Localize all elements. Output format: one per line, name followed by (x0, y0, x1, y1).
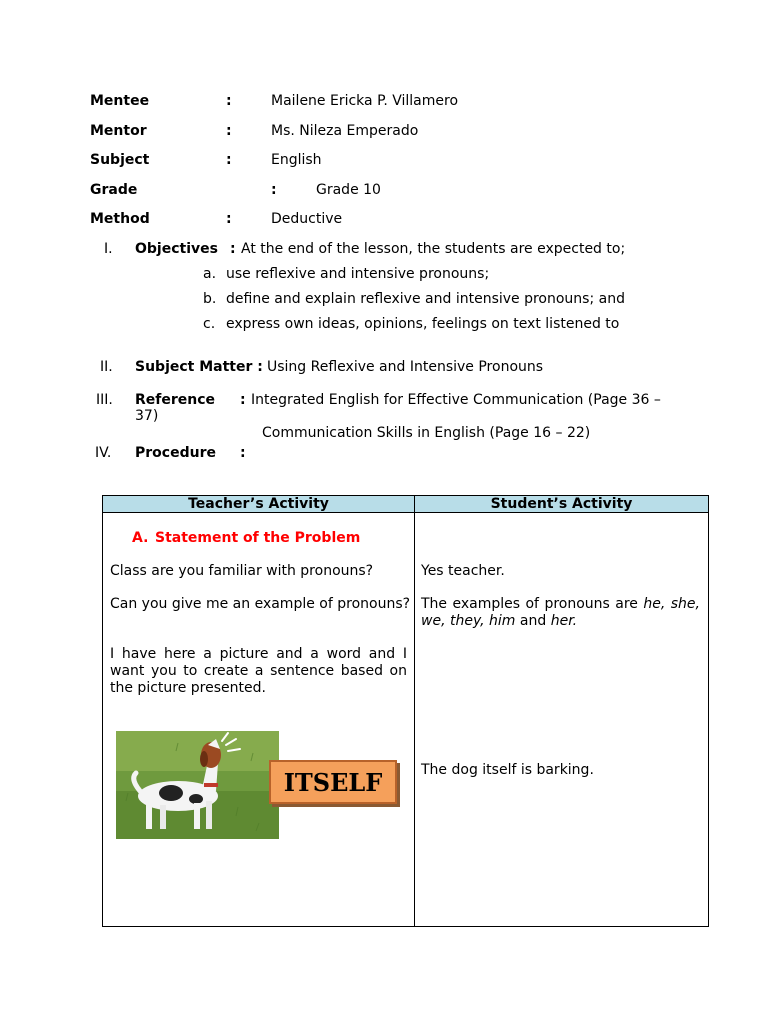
objective-item: express own ideas, opinions, feelings on text listened to (226, 316, 620, 332)
objectives-colon: : (230, 241, 236, 257)
objective-letter: a. (203, 266, 217, 282)
grade-label: Grade (90, 182, 138, 198)
section-title: Statement of the Problem (155, 530, 361, 546)
teacher-activity-header: Teacher’s Activity (103, 496, 415, 513)
student-activity-header: Student’s Activity (415, 496, 709, 513)
method-colon: : (226, 211, 232, 227)
itself-word-card: ITSELF (269, 760, 397, 804)
reference-colon: : (240, 392, 246, 408)
objectives-numeral: I. (104, 241, 113, 257)
teacher-line: Class are you familiar with pronouns? (110, 563, 374, 579)
barking-dog-icon (116, 731, 279, 839)
method-label: Method (90, 211, 150, 227)
grade-value: Grade 10 (316, 182, 381, 198)
subject-label: Subject (90, 152, 150, 168)
mentor-value: Ms. Nileza Emperado (271, 123, 419, 139)
teacher-line: Can you give me an example of pronouns? (110, 596, 411, 612)
pronoun-example-last: her. (550, 613, 578, 629)
student-answer-text: The examples of pronouns are (421, 596, 638, 612)
table-row (103, 513, 709, 927)
method-value: Deductive (271, 211, 343, 227)
procedure-title: Procedure (135, 445, 216, 461)
mentee-label: Mentee (90, 93, 150, 109)
teacher-activity-cell (103, 513, 415, 927)
reference-numeral: III. (96, 392, 113, 408)
subject-matter-text: Using Reflexive and Intensive Pronouns (267, 359, 544, 375)
objective-item: define and explain reflexive and intensive pronouns; and (226, 291, 625, 307)
reference-line-1: Integrated English for Effective Communication (Page 36 – (251, 392, 661, 408)
subject-matter-title: Subject Matter : (135, 359, 263, 375)
mentor-colon: : (226, 123, 232, 139)
mentor-label: Mentor (90, 123, 147, 139)
objective-letter: b. (203, 291, 217, 307)
procedure-numeral: IV. (95, 445, 112, 461)
grade-colon: : (271, 182, 277, 198)
reference-line-1-wrap: 37) (135, 408, 159, 424)
table-header-row (103, 496, 709, 513)
student-answer (421, 596, 700, 630)
objectives-intro: At the end of the lesson, the students are expected to; (241, 241, 626, 257)
objective-item: use reflexive and intensive pronouns; (226, 266, 490, 282)
objective-letter: c. (203, 316, 216, 332)
mentee-value: Mailene Ericka P. Villamero (271, 93, 459, 109)
student-answer: The dog itself is barking. (421, 762, 594, 778)
activity-table (102, 495, 709, 927)
student-answer-and: and (519, 613, 547, 629)
student-answer: Yes teacher. (421, 563, 505, 579)
section-letter: A. (132, 530, 149, 546)
student-activity-cell (415, 513, 709, 927)
mentee-colon: : (226, 93, 232, 109)
subject-value: English (271, 152, 322, 168)
subject-colon: : (226, 152, 232, 168)
reference-line-2: Communication Skills in English (Page 16 – 22) (262, 425, 591, 441)
subject-matter-numeral: II. (100, 359, 113, 375)
procedure-colon: : (240, 445, 246, 461)
teacher-line: I have here a picture and a word and I want you to create a sentence based on the picture presented. (110, 646, 407, 696)
reference-title: Reference (135, 392, 216, 408)
barking-dog-picture (116, 731, 279, 839)
objectives-title: Objectives (135, 241, 218, 257)
pronoun-examples: he, she, we, they, him (421, 596, 700, 629)
